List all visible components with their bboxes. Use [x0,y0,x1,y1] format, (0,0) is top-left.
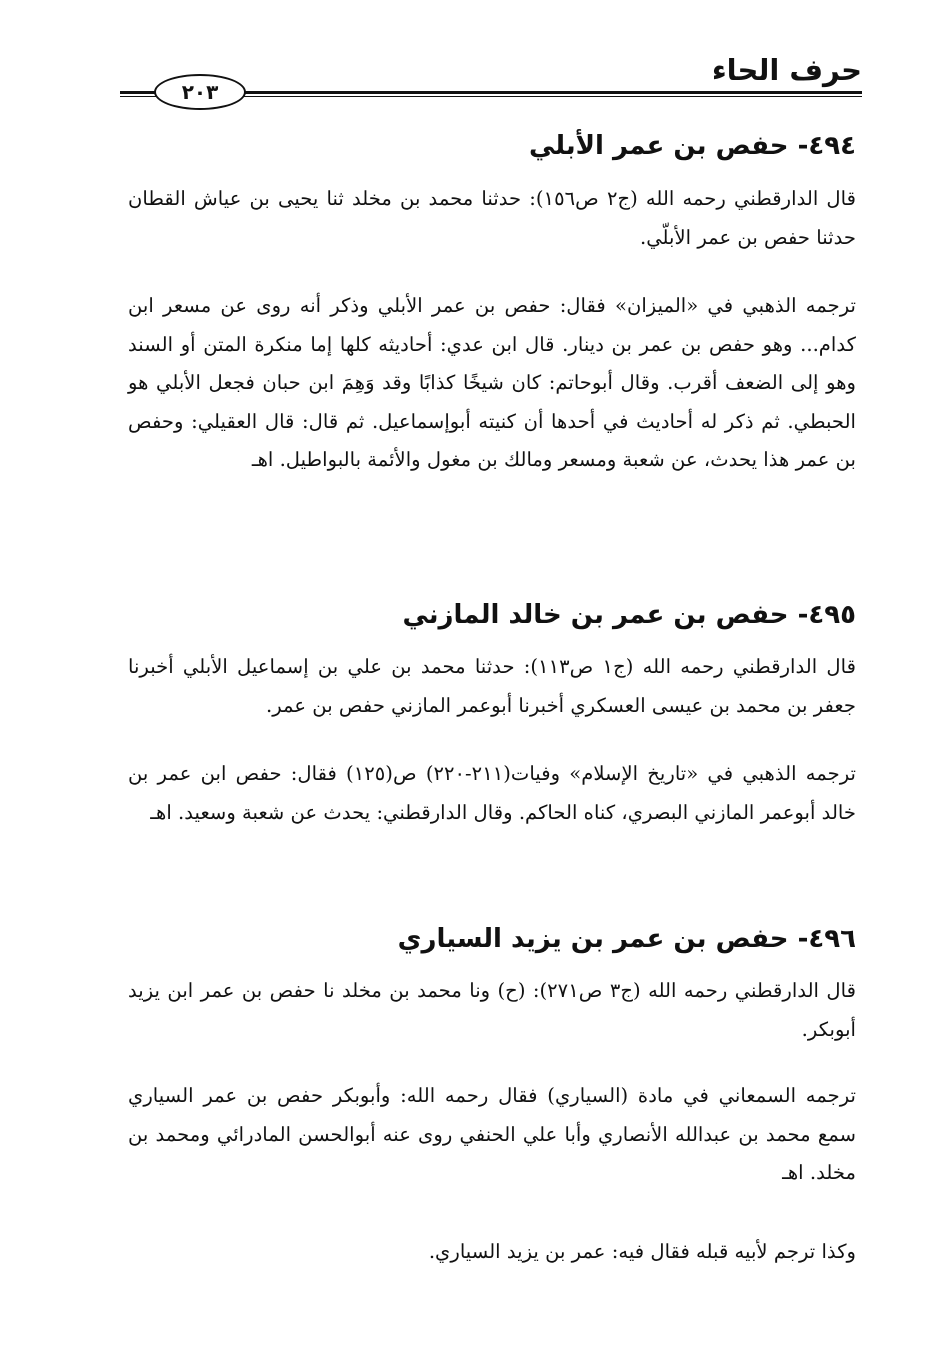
entry-title-495: ٤٩٥- حفص بن عمر بن خالد المازني [402,600,856,630]
entry-495-paragraph: ترجمه الذهبي في «تاريخ الإسلام» وفيات(٢١١-٢٢٠) ص(١٢٥) فقال: حفص ابن عمر بن خالد أبوعمر المازني البصري، كناه الحاكم. وقال الدارقطني: يحدث عن شعبة وسعيد. اهـ [128,762,856,824]
entry-496-paragraph: ترجمه السمعاني في مادة (السياري) فقال رحمه الله: وأبوبكر حفص بن عمر السياري سمع محمد بن عبدالله الأنصاري وأبا علي الحنفي روى عنه أبوالحسن المادرائي ومحمد بن مخلد. اهـ [128,1084,856,1185]
entry-496-paragraph: قال الدارقطني رحمه الله (ج٣ ص٢٧١): (ح) ونا محمد بن مخلد نا حفص بن عمر ابن يزيد أبوبكر. [128,979,856,1041]
page-number-badge [154,74,246,110]
entry-495-paragraph: قال الدارقطني رحمه الله (ج١ ص١١٣): حدثنا محمد بن علي بن إسماعيل الأبلي أخبرنا جعفر بن محمد بن عيسى العسكري أخبرنا أبوعمر المازني حفص بن عمر. [128,655,856,717]
entry-494-paragraph: ترجمه الذهبي في «الميزان» فقال: حفص بن عمر الأبلي وذكر أنه روى عن مسعر ابن كدام... وهو حفص بن عمر بن دينار. قال ابن عدي: أحاديثه كلها إما منكرة المتن أو السند وهو إلى الضعف أقرب. وقال أبوحاتم: كان شيخًا كذابًا وقد وَهِمَ ابن حبان فجعل الأبلي هو الحبطي. ثم ذكر له أحاديث في أحدها أن كنيته أبوإسماعيل. ثم قال: قال العقيلي: وحفص بن عمر هذا يحدث، عن شعبة ومسعر ومالك بن مغول والأئمة بالبواطيل. اهـ [128,294,856,472]
chapter-title: حرف الحاء [711,53,862,87]
entry-title-496: ٤٩٦- حفص بن عمر بن يزيد السياري [397,924,856,954]
entry-496-paragraph: وكذا ترجم لأبيه قبله فقال فيه: عمر بن يزيد السياري. [428,1240,856,1263]
page-header [120,50,862,104]
entry-494-paragraph: قال الدارقطني رحمه الله (ج٢ ص١٥٦): حدثنا محمد بن مخلد ثنا يحيى بن عياش القطان حدثنا حفص بن عمر الأبلّي. [128,187,856,249]
entry-title-494: ٤٩٤- حفص بن عمر الأبلي [528,131,856,161]
page-number: ٢٠٣ [181,80,219,104]
